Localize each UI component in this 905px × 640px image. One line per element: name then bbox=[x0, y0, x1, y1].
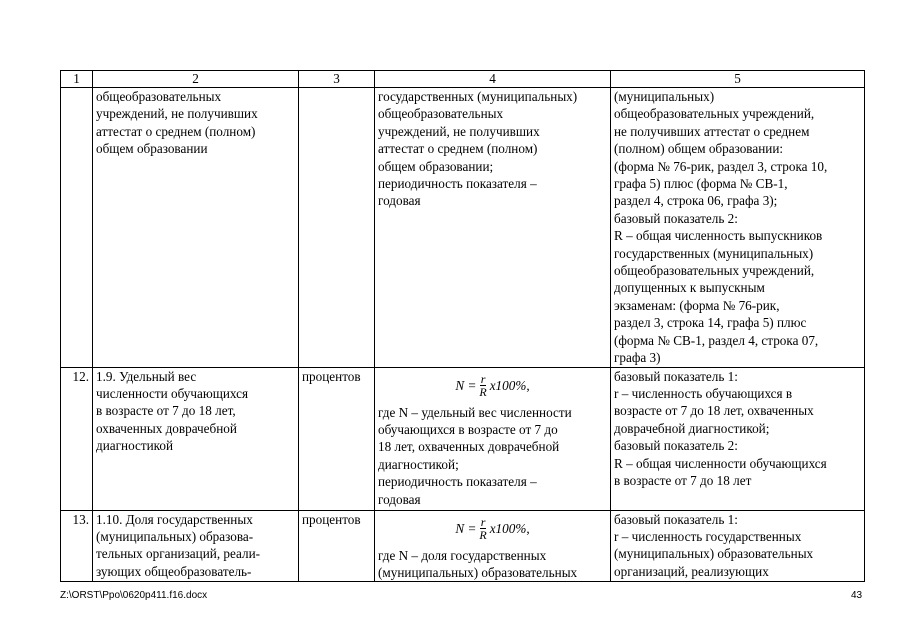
text-line: в возрасте от 7 до 18 лет, bbox=[96, 403, 236, 419]
text-line: годовая bbox=[378, 491, 421, 507]
text-line: 1.10. Доля государственных bbox=[96, 511, 253, 527]
unit-cell: процентов bbox=[299, 367, 375, 510]
text-line: охваченных доврачебной bbox=[96, 420, 237, 436]
text-line: общеобразовательных учреждений, bbox=[614, 106, 815, 122]
column-header: 5 bbox=[611, 71, 865, 88]
formula-tail: , bbox=[526, 377, 530, 393]
row-number-cell: 12. bbox=[61, 367, 93, 510]
column-header: 3 bbox=[299, 71, 375, 88]
table-row-continued bbox=[61, 88, 865, 368]
text-line: обучающихся в возрасте от 7 до bbox=[378, 421, 558, 437]
text-line: базовый показатель 1: bbox=[614, 368, 738, 384]
text-line: (форма № СВ-1, раздел 4, строка 07, bbox=[614, 332, 819, 348]
formula-fraction bbox=[478, 516, 487, 541]
formula-denominator: R bbox=[479, 528, 487, 542]
text-line: возрасте от 7 до 18 лет, охваченных bbox=[614, 403, 814, 419]
text-line: где N – удельный вес численности bbox=[378, 404, 572, 420]
text-line: периодичность показателя – bbox=[378, 176, 537, 192]
table-header-row bbox=[61, 71, 865, 88]
text-line: r – численность обучающихся в bbox=[614, 385, 793, 401]
footer-file-path: Z:\ORST\Ppo\0620p411.f16.docx bbox=[60, 590, 208, 601]
column-header: 1 bbox=[61, 71, 93, 88]
text-line: базовый показатель 2: bbox=[614, 210, 738, 226]
method-cell bbox=[375, 510, 611, 582]
formula-numerator: r bbox=[480, 515, 486, 529]
text-line: учреждений, не получивших bbox=[96, 106, 258, 122]
indicator-name-cell bbox=[93, 510, 299, 582]
text-line: периодичность показателя – bbox=[378, 474, 537, 490]
text-line: организаций, реализующих bbox=[614, 563, 769, 579]
text-line: 1.9. Удельный вес bbox=[96, 368, 197, 384]
table-row-13 bbox=[61, 510, 865, 582]
text-line: аттестат о среднем (полном) bbox=[378, 141, 538, 157]
text-line: R – общая численности обучающихся bbox=[614, 455, 827, 471]
formula-numerator: r bbox=[480, 372, 486, 386]
formula bbox=[378, 368, 607, 404]
column-header: 2 bbox=[93, 71, 299, 88]
text-line: графа 3) bbox=[614, 350, 661, 366]
footer-page-number: 43 bbox=[851, 590, 863, 601]
text-line: допущенных к выпускным bbox=[614, 280, 765, 296]
text-line: раздел 3, строка 14, графа 5) плюс bbox=[614, 315, 807, 331]
unit-cell: процентов bbox=[299, 510, 375, 582]
source-cell bbox=[611, 510, 865, 582]
formula-lhs: N = bbox=[455, 520, 477, 536]
text-line: диагностикой; bbox=[378, 456, 459, 472]
unit-cell bbox=[299, 88, 375, 368]
text-line: диагностикой bbox=[96, 438, 174, 454]
formula-rhs: х100% bbox=[489, 377, 527, 393]
text-line: (полном) общем образовании: bbox=[614, 141, 784, 157]
text-line: общем образовании bbox=[96, 141, 208, 157]
text-line: доврачебной диагностикой; bbox=[614, 420, 770, 436]
table-row-12 bbox=[61, 367, 865, 510]
indicator-name-cell bbox=[93, 367, 299, 510]
formula-lhs: N = bbox=[455, 377, 477, 393]
indicator-name-cell bbox=[93, 88, 299, 368]
text-line: r – численность государственных bbox=[614, 528, 802, 544]
text-line: где N – доля государственных bbox=[378, 547, 547, 563]
text-line: аттестат о среднем (полном) bbox=[96, 123, 256, 139]
text-line: экзаменам: (форма № 76-рик, bbox=[614, 297, 780, 313]
row-number-cell: 13. bbox=[61, 510, 93, 582]
formula-tail: , bbox=[526, 520, 530, 536]
text-line: тельных организаций, реали- bbox=[96, 546, 261, 562]
text-line: (муниципальных) образовательных bbox=[378, 564, 578, 580]
source-cell bbox=[611, 367, 865, 510]
text-line: учреждений, не получивших bbox=[378, 123, 540, 139]
document-table bbox=[60, 70, 865, 582]
text-line: (муниципальных) образовательных bbox=[614, 546, 814, 562]
text-line: численности обучающихся bbox=[96, 385, 249, 401]
text-line: государственных (муниципальных) bbox=[614, 245, 814, 261]
method-cell bbox=[375, 367, 611, 510]
text-line: зующих общеобразователь- bbox=[96, 563, 252, 579]
text-line: графа 5) плюс (форма № СВ-1, bbox=[614, 176, 788, 192]
text-line: не получивших аттестат о среднем bbox=[614, 123, 810, 139]
column-header: 4 bbox=[375, 71, 611, 88]
formula-denominator: R bbox=[479, 385, 487, 399]
text-line: общеобразовательных bbox=[378, 106, 504, 122]
row-number-cell bbox=[61, 88, 93, 368]
text-line: базовый показатель 1: bbox=[614, 511, 738, 527]
text-line: государственных (муниципальных) bbox=[378, 89, 578, 104]
formula-rhs: х100% bbox=[489, 520, 527, 536]
text-line: (муниципальных) образова- bbox=[96, 528, 254, 544]
text-line: R – общая численность выпускников bbox=[614, 228, 823, 244]
text-line: общеобразовательных учреждений, bbox=[614, 263, 815, 279]
text-line: в возрасте от 7 до 18 лет bbox=[614, 472, 752, 488]
source-cell bbox=[611, 88, 865, 368]
text-line: (форма № 76-рик, раздел 3, строка 10, bbox=[614, 158, 828, 174]
text-line: (муниципальных) bbox=[614, 89, 715, 104]
text-line: общем образовании; bbox=[378, 158, 494, 174]
text-line: годовая bbox=[378, 193, 421, 209]
formula-fraction bbox=[478, 373, 487, 398]
formula bbox=[378, 511, 607, 547]
text-line: раздел 4, строка 06, графа 3); bbox=[614, 193, 778, 209]
method-cell bbox=[375, 88, 611, 368]
text-line: общеобразовательных bbox=[96, 89, 222, 104]
text-line: 18 лет, охваченных доврачебной bbox=[378, 439, 560, 455]
text-line: базовый показатель 2: bbox=[614, 438, 738, 454]
